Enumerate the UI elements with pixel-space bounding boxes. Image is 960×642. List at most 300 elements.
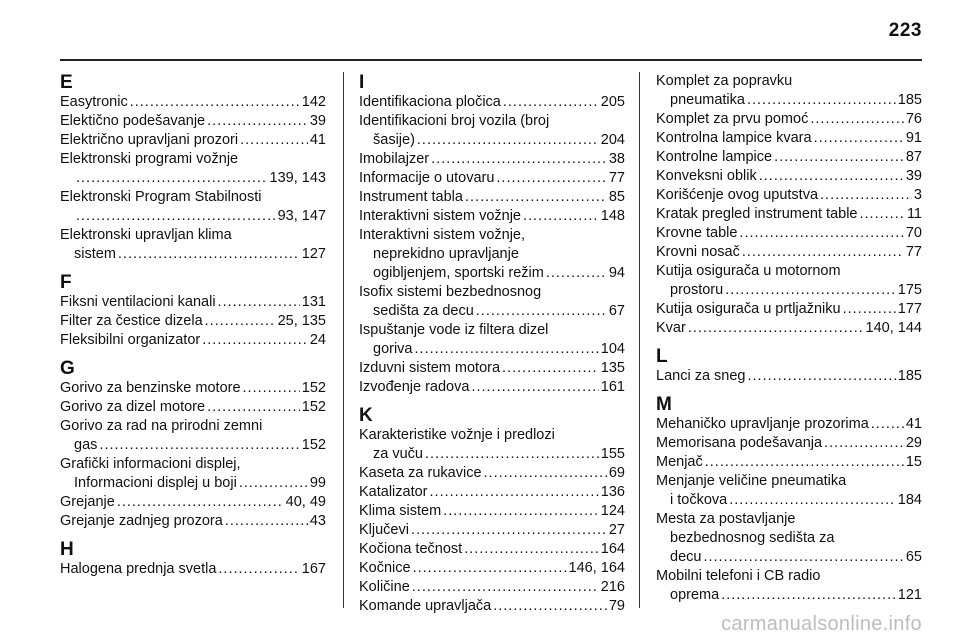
index-entry (656, 415, 922, 434)
entry-line (359, 445, 625, 464)
entry-term: Filter za čestice dizela (60, 313, 203, 329)
dot-leader (523, 207, 599, 226)
entry-term: Easytronic (60, 94, 128, 110)
entry-line (656, 262, 922, 281)
index-entry (359, 597, 625, 616)
index-entry (359, 502, 625, 521)
entry-line (60, 207, 326, 226)
entry-page-ref[interactable]: 155 (600, 446, 625, 462)
entry-term: pneumatika (670, 92, 745, 108)
index-entry (359, 378, 625, 397)
dot-leader (412, 578, 599, 597)
entry-line (359, 169, 625, 188)
section-letter: K (359, 405, 373, 426)
entry-term: Fiksni ventilacioni kanali (60, 294, 216, 310)
index-entry (656, 567, 922, 605)
entry-term: Kratak pregled instrument table (656, 206, 858, 222)
dot-leader (503, 93, 599, 112)
dot-leader (218, 293, 300, 312)
entry-page-ref[interactable]: 79 (608, 598, 625, 614)
entry-page-ref[interactable]: 184 (897, 492, 922, 508)
dot-leader (860, 205, 905, 224)
entry-term: Ispuštanje vode iz filtera dizel (359, 322, 549, 338)
entry-line (359, 283, 625, 302)
entry-page-ref[interactable]: 85 (608, 189, 625, 205)
entry-term: gas (74, 437, 98, 453)
index-entry (656, 243, 922, 262)
dot-leader (218, 560, 299, 579)
entry-page-ref[interactable]: 167 (301, 561, 326, 577)
entry-term: sistem (74, 246, 116, 262)
entry-line (656, 300, 922, 319)
section-letter: I (359, 72, 365, 93)
dot-leader (430, 483, 599, 502)
index-entry (359, 578, 625, 597)
entry-line (359, 226, 625, 245)
entry-term: Ključevi (359, 522, 409, 538)
entry-term: Interaktivni sistem vožnje (359, 208, 521, 224)
index-entry (359, 150, 625, 169)
entry-page-ref[interactable]: 205 (600, 94, 625, 110)
entry-term: Komande upravljača (359, 598, 492, 614)
section-letter: G (60, 358, 75, 379)
entry-line (60, 226, 326, 245)
dot-leader (205, 312, 276, 331)
entry-page-ref[interactable]: 140, 144 (865, 320, 922, 336)
index-entry (60, 560, 326, 579)
entry-page-ref[interactable]: 185 (897, 368, 922, 384)
entry-page-ref[interactable]: 15 (905, 454, 922, 470)
entry-line (359, 302, 625, 321)
dot-leader (118, 245, 300, 264)
entry-page-ref[interactable]: 40, 49 (285, 494, 326, 510)
entry-term: Karakteristike vožnje i predlozi (359, 427, 555, 443)
dot-leader (207, 398, 300, 417)
entry-term: Interaktivni sistem vožnje, (359, 227, 526, 243)
index-entry (656, 224, 922, 243)
entry-page-ref[interactable]: 121 (897, 587, 922, 603)
index-entry (60, 312, 326, 331)
index-entry (359, 540, 625, 559)
entry-term: Elektronski Program Stabilnosti (60, 189, 262, 205)
entry-page-ref[interactable]: 175 (897, 282, 922, 298)
entry-term: prostoru (670, 282, 724, 298)
dot-leader (417, 131, 599, 150)
entry-line (359, 559, 625, 578)
entry-term: Količine (359, 579, 410, 595)
entry-page-ref[interactable]: 185 (897, 92, 922, 108)
entry-line (656, 586, 922, 605)
entry-page-ref[interactable]: 135 (600, 360, 625, 376)
entry-page-ref[interactable]: 41 (309, 132, 326, 148)
entry-term: Halogena prednja svetla (60, 561, 217, 577)
entry-line (359, 245, 625, 264)
index-entry (359, 321, 625, 359)
entry-term: za vuču (373, 446, 423, 462)
entry-page-ref[interactable]: 136 (600, 484, 625, 500)
entry-line (359, 597, 625, 616)
entry-line (359, 464, 625, 483)
dot-leader (415, 340, 599, 359)
entry-page-ref[interactable]: 67 (608, 303, 625, 319)
entry-term: Gorivo za dizel motore (60, 399, 206, 415)
index-entry (656, 205, 922, 224)
entry-line (359, 131, 625, 150)
dot-leader (239, 474, 308, 493)
index-entry (60, 293, 326, 312)
dot-leader (476, 302, 607, 321)
entry-line (656, 319, 922, 338)
entry-term: Identifikacioni broj vozila (broj (359, 113, 550, 129)
entry-line (60, 398, 326, 417)
dot-leader (243, 379, 300, 398)
dot-leader (721, 586, 896, 605)
entry-term: Komplet za popravku (656, 73, 793, 89)
index-column-3 (656, 72, 922, 605)
entry-term: Elektronski programi vožnje (60, 151, 239, 167)
entry-page-ref[interactable]: 41 (905, 416, 922, 432)
entry-term: neprekidno upravljanje (373, 246, 519, 262)
entry-page-ref[interactable]: 148 (600, 208, 625, 224)
index-entry (359, 426, 625, 464)
entry-term: sedišta za decu (373, 303, 474, 319)
entry-term: decu (670, 549, 702, 565)
index-entry (60, 417, 326, 455)
entry-term: Grafički informacioni displej, (60, 456, 241, 472)
index-column-2 (359, 72, 625, 616)
index-entry (656, 434, 922, 453)
entry-line (359, 426, 625, 445)
entry-line (359, 264, 625, 283)
entry-page-ref[interactable]: 77 (905, 244, 922, 260)
entry-page-ref[interactable]: 142 (301, 94, 326, 110)
index-entry (656, 510, 922, 567)
entry-line (656, 510, 922, 529)
dot-leader (742, 243, 904, 262)
entry-page-ref[interactable]: 99 (309, 475, 326, 491)
dot-leader (496, 169, 606, 188)
entry-line (60, 436, 326, 455)
entry-term: Isofix sistemi bezbednosnog (359, 284, 542, 300)
entry-line (656, 205, 922, 224)
entry-page-ref[interactable]: 164 (600, 541, 625, 557)
entry-term: ogibljenjem, sportski režim (373, 265, 544, 281)
dot-leader (759, 167, 904, 186)
entry-line (60, 455, 326, 474)
entry-line (656, 567, 922, 586)
header-rule (60, 59, 922, 61)
entry-line (60, 131, 326, 150)
entry-line (60, 379, 326, 398)
dot-leader (824, 434, 904, 453)
index-entry (359, 188, 625, 207)
entry-term: Mobilni telefoni i CB radio (656, 568, 821, 584)
entry-term: Katalizator (359, 484, 428, 500)
dot-leader (117, 493, 284, 512)
entry-term: šasije) (373, 132, 415, 148)
entry-page-ref[interactable]: 94 (608, 265, 625, 281)
dot-leader (76, 169, 268, 188)
entry-term: Mesta za postavljanje (656, 511, 796, 527)
entry-page-ref[interactable]: 124 (600, 503, 625, 519)
entry-term: Elektično podešavanje (60, 113, 206, 129)
section-letter: E (60, 72, 73, 93)
dot-leader (465, 188, 607, 207)
index-entry (656, 110, 922, 129)
entry-line (60, 293, 326, 312)
entry-page-ref[interactable]: 152 (301, 380, 326, 396)
entry-page-ref[interactable]: 177 (897, 301, 922, 317)
entry-line (656, 529, 922, 548)
watermark-text: carmanualsonline.info (721, 613, 922, 635)
dot-leader (747, 91, 896, 110)
dot-leader (871, 415, 904, 434)
entry-page-ref[interactable]: 161 (600, 379, 625, 395)
dot-leader (739, 224, 903, 243)
index-entry (359, 169, 625, 188)
entry-page-ref[interactable]: 29 (905, 435, 922, 451)
entry-line (359, 483, 625, 502)
entry-line (359, 521, 625, 540)
entry-term: oprema (670, 587, 720, 603)
entry-term: Gorivo za rad na prirodni zemni (60, 418, 263, 434)
dot-leader (431, 150, 607, 169)
entry-term: Izvođenje radova (359, 379, 470, 395)
dot-leader (484, 464, 607, 483)
index-entry (359, 483, 625, 502)
entry-term: Klima sistem (359, 503, 442, 519)
entry-line (359, 578, 625, 597)
entry-line (656, 167, 922, 186)
entry-line (656, 453, 922, 472)
entry-line (359, 340, 625, 359)
entry-page-ref[interactable]: 131 (301, 294, 326, 310)
dot-leader (705, 453, 904, 472)
entry-term: Grejanje (60, 494, 115, 510)
column-divider (343, 72, 344, 608)
entry-term: Menjač (656, 454, 703, 470)
index-entry (60, 493, 326, 512)
index-entry (656, 300, 922, 319)
entry-term: Gorivo za benzinske motore (60, 380, 241, 396)
entry-line (656, 472, 922, 491)
index-entry (656, 148, 922, 167)
entry-page-ref[interactable]: 70 (905, 225, 922, 241)
index-entry (60, 188, 326, 226)
entry-line (656, 148, 922, 167)
index-entry (656, 186, 922, 205)
entry-term: Identifikaciona pločica (359, 94, 501, 110)
entry-line (60, 169, 326, 188)
index-entry (656, 472, 922, 510)
entry-term: Fleksibilni organizator (60, 332, 201, 348)
entry-page-ref[interactable]: 152 (301, 399, 326, 415)
entry-page-ref[interactable]: 87 (905, 149, 922, 165)
entry-page-ref[interactable]: 204 (600, 132, 625, 148)
section-letter: L (656, 346, 668, 367)
dot-leader (810, 110, 904, 129)
entry-term: Memorisana podešavanja (656, 435, 823, 451)
entry-term: Korišćenje ovog uputstva (656, 187, 819, 203)
entry-page-ref[interactable]: 76 (905, 111, 922, 127)
entry-line (359, 321, 625, 340)
dot-leader (130, 93, 300, 112)
entry-line (60, 150, 326, 169)
entry-line (359, 378, 625, 397)
entry-line (359, 359, 625, 378)
entry-line (656, 415, 922, 434)
entry-line (656, 548, 922, 567)
entry-line (60, 112, 326, 131)
entry-term: Kutija osigurača u prtljažniku (656, 301, 841, 317)
entry-line (656, 491, 922, 510)
entry-term: bezbednosnog sedišta za (670, 530, 835, 546)
dot-leader (443, 502, 599, 521)
entry-term: Imobilajzer (359, 151, 430, 167)
entry-line (656, 91, 922, 110)
index-entry (656, 319, 922, 338)
dot-leader (471, 378, 598, 397)
entry-page-ref[interactable]: 39 (905, 168, 922, 184)
dot-leader (493, 597, 607, 616)
entry-term: Grejanje zadnjeg prozora (60, 513, 223, 529)
index-entry (60, 379, 326, 398)
entry-term: Konveksni oblik (656, 168, 757, 184)
index-entry (656, 453, 922, 472)
entry-page-ref[interactable]: 216 (600, 579, 625, 595)
entry-page-ref[interactable]: 146, 164 (568, 560, 625, 576)
dot-leader (240, 131, 308, 150)
dot-leader (546, 264, 607, 283)
index-entry (359, 207, 625, 226)
index-entry (60, 455, 326, 493)
entry-page-ref[interactable]: 39 (309, 113, 326, 129)
section-letter: M (656, 394, 672, 415)
index-column-1 (60, 72, 326, 579)
index-entry (60, 150, 326, 188)
dot-leader (411, 521, 607, 540)
index-entry (359, 521, 625, 540)
entry-line (656, 434, 922, 453)
entry-page-ref[interactable]: 43 (309, 513, 326, 529)
entry-line (60, 312, 326, 331)
entry-term: Kvar (656, 320, 686, 336)
entry-line (359, 188, 625, 207)
dot-leader (747, 367, 895, 386)
entry-line (656, 129, 922, 148)
entry-line (60, 331, 326, 350)
index-entry (656, 129, 922, 148)
entry-line (656, 224, 922, 243)
entry-line (60, 474, 326, 493)
index-entry (60, 331, 326, 350)
entry-term: Kaseta za rukavice (359, 465, 482, 481)
entry-term: Kutija osigurača u motornom (656, 263, 841, 279)
index-entry (359, 93, 625, 112)
entry-term: Informacioni displej u boji (74, 475, 237, 491)
entry-line (60, 245, 326, 264)
entry-term: Kontrolna lampice kvara (656, 130, 812, 146)
index-entry (60, 512, 326, 531)
entry-line (656, 186, 922, 205)
entry-page-ref[interactable]: 24 (309, 332, 326, 348)
entry-term: i točkova (670, 492, 728, 508)
dot-leader (225, 512, 308, 531)
entry-page-ref[interactable]: 38 (608, 151, 625, 167)
entry-page-ref[interactable]: 127 (301, 246, 326, 262)
index-entry (656, 167, 922, 186)
column-divider (639, 72, 640, 608)
index-entry (656, 72, 922, 110)
entry-line (60, 512, 326, 531)
entry-page-ref[interactable]: 77 (608, 170, 625, 186)
entry-page-ref[interactable]: 3 (913, 187, 922, 203)
dot-leader (76, 207, 276, 226)
entry-line (60, 417, 326, 436)
index-entry (359, 112, 625, 150)
entry-line (60, 560, 326, 579)
entry-page-ref[interactable]: 11 (906, 206, 922, 222)
entry-line (359, 150, 625, 169)
index-entry (359, 283, 625, 321)
entry-term: Električno upravljani prozori (60, 132, 239, 148)
section-letter: H (60, 539, 74, 560)
entry-line (60, 93, 326, 112)
dot-leader (729, 491, 896, 510)
entry-term: Menjanje veličine pneumatika (656, 473, 847, 489)
entry-page-ref[interactable]: 93, 147 (277, 208, 326, 224)
index-entry (60, 226, 326, 264)
entry-line (60, 493, 326, 512)
entry-page-ref[interactable]: 152 (301, 437, 326, 453)
entry-line (359, 112, 625, 131)
index-entry (656, 262, 922, 300)
section-letter: F (60, 272, 72, 293)
entry-page-ref[interactable]: 91 (905, 130, 922, 146)
dot-leader (502, 359, 599, 378)
entry-page-ref[interactable]: 104 (600, 341, 625, 357)
entry-page-ref[interactable]: 139, 143 (269, 170, 326, 186)
entry-term: Izduvni sistem motora (359, 360, 501, 376)
index-entry (60, 398, 326, 417)
entry-term: Komplet za prvu pomoć (656, 111, 809, 127)
entry-page-ref[interactable]: 65 (905, 549, 922, 565)
dot-leader (774, 148, 904, 167)
entry-page-ref[interactable]: 69 (608, 465, 625, 481)
index-entry (359, 226, 625, 283)
index-entry (359, 359, 625, 378)
entry-term: Krovni nosač (656, 244, 740, 260)
entry-term: Mehaničko upravljanje prozorima (656, 416, 869, 432)
entry-term: goriva (373, 341, 413, 357)
entry-term: Kočiona tečnost (359, 541, 463, 557)
dot-leader (99, 436, 299, 455)
entry-line (60, 188, 326, 207)
index-entry (359, 464, 625, 483)
entry-term: Instrument tabla (359, 189, 463, 205)
index-entry (656, 367, 922, 386)
page-number: 223 (888, 20, 922, 41)
entry-line (359, 93, 625, 112)
entry-term: Lanci za sneg (656, 368, 746, 384)
entry-page-ref[interactable]: 25, 135 (277, 313, 326, 329)
entry-line (656, 72, 922, 91)
dot-leader (703, 548, 903, 567)
entry-term: Informacije o utovaru (359, 170, 495, 186)
entry-line (656, 110, 922, 129)
entry-page-ref[interactable]: 27 (608, 522, 625, 538)
index-entry (60, 112, 326, 131)
